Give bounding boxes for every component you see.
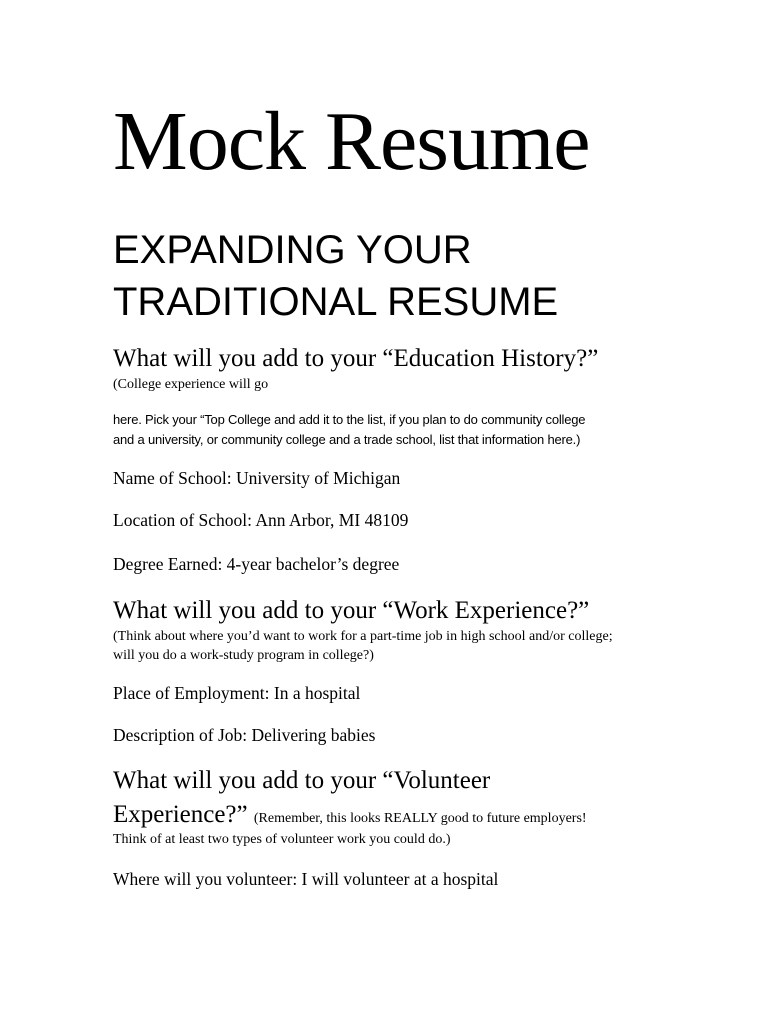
volunteer-where-field: Where will you volunteer: I will volunteer at a hospital	[113, 869, 499, 889]
work-note-line-1: (Think about where you’d want to work for a part-time job in high school and/or college;	[113, 629, 613, 644]
volunteer-heading-line-2: Experience?”	[113, 801, 248, 828]
document-title: Mock Resume	[113, 95, 590, 188]
education-note	[113, 410, 585, 450]
job-description-field: Description of Job: Delivering babies	[113, 725, 376, 745]
education-note-line-2: here. Pick your “Top College and add it to the list, if you plan to do community college	[113, 412, 586, 427]
volunteer-heading-line-2-row	[113, 800, 587, 834]
work-heading: What will you add to your “Work Experience?”	[113, 597, 590, 624]
place-of-employment-field: Place of Employment: In a hospital	[113, 683, 361, 703]
education-heading: What will you add to your “Education History?”	[113, 345, 599, 372]
school-location-field: Location of School: Ann Arbor, MI 48109	[113, 510, 409, 530]
work-note-line-2: will you do a work-study program in college?)	[113, 648, 374, 663]
work-note	[113, 627, 613, 665]
education-note-line-1: (College experience will go	[113, 377, 269, 392]
volunteer-note-inline: (Remember, this looks REALLY good to future employers!	[253, 811, 587, 826]
volunteer-note-line-2: Think of at least two types of volunteer work you could do.)	[113, 832, 451, 847]
subtitle-line-2: TRADITIONAL RESUME	[113, 280, 559, 324]
subtitle-line-1: EXPANDING YOUR	[113, 228, 472, 272]
volunteer-heading-line-1: What will you add to your “Volunteer	[113, 767, 491, 794]
degree-field: Degree Earned: 4-year bachelor’s degree	[113, 554, 400, 574]
school-name-field: Name of School: University of Michigan	[113, 468, 401, 488]
document-subtitle	[113, 224, 558, 328]
education-note-line-3: and a university, or community college and a trade school, list that information here.)	[113, 432, 581, 447]
